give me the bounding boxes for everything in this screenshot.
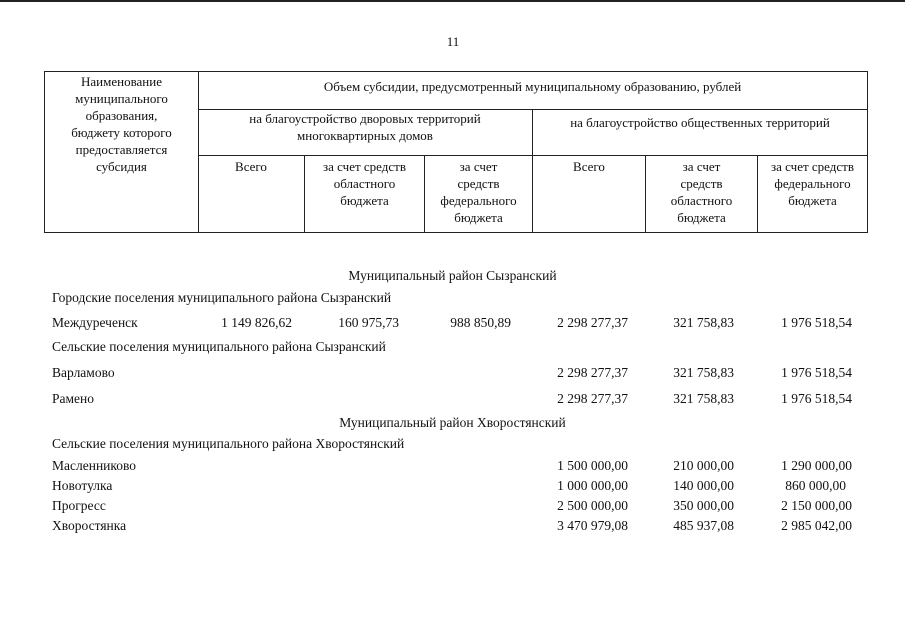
cell-regional-public: 485 937,08 <box>673 518 734 533</box>
cell-regional-public: 321 758,83 <box>673 365 734 380</box>
header-public-group: на благоустройство общественных территорий <box>570 115 830 130</box>
header-divider <box>198 155 867 156</box>
table-row <box>0 364 905 382</box>
cell-regional-public: 321 758,83 <box>673 391 734 406</box>
header-total-public: Всего <box>573 159 605 174</box>
row-name: Хворостянка <box>52 518 127 533</box>
cell-total-public: 1 500 000,00 <box>557 458 628 473</box>
group-syzran-rural: Сельские поселения муниципального района Сызранский <box>52 339 386 354</box>
cell-total-public: 2 500 000,00 <box>557 498 628 513</box>
cell-federal-public: 2 985 042,00 <box>781 518 852 533</box>
cell-federal-public: 1 976 518,54 <box>781 365 852 380</box>
table-row <box>0 497 905 515</box>
table-row <box>0 457 905 475</box>
table-header <box>44 71 868 233</box>
section-khvor-district: Муниципальный район Хворостянский <box>339 415 566 430</box>
cell-regional-public: 210 000,00 <box>673 458 734 473</box>
cell-federal-public: 1 290 000,00 <box>781 458 852 473</box>
header-regional-yard: за счет средств областного бюджета <box>323 159 406 208</box>
cell-regional-public: 350 000,00 <box>673 498 734 513</box>
group-khvor-rural: Сельские поселения муниципального района Хворостянский <box>52 436 405 451</box>
row-name: Междуреченск <box>52 315 138 330</box>
top-border-line <box>0 0 905 2</box>
row-name: Рамено <box>52 391 95 406</box>
cell-federal-public: 860 000,00 <box>785 478 846 493</box>
cell-regional-public: 321 758,83 <box>673 315 734 330</box>
header-name-column: Наименование муниципального образования, бюджету которого предоставляется субсидия <box>71 74 172 174</box>
table-row <box>0 517 905 535</box>
cell-total-yard: 1 149 826,62 <box>221 315 292 330</box>
table-row <box>0 314 905 332</box>
table-row <box>0 390 905 408</box>
row-name: Варламово <box>52 365 115 380</box>
cell-federal-yard: 988 850,89 <box>450 315 511 330</box>
header-yard-group: на благоустройство дворовых территорий многоквартирных домов <box>249 111 481 143</box>
header-divider <box>198 72 199 232</box>
header-total-yard: Всего <box>235 159 267 174</box>
cell-total-public: 1 000 000,00 <box>557 478 628 493</box>
header-federal-yard: за счет средств федерального бюджета <box>440 159 517 225</box>
cell-federal-public: 1 976 518,54 <box>781 391 852 406</box>
header-federal-public: за счет средств федерального бюджета <box>771 159 854 208</box>
cell-total-public: 2 298 277,37 <box>557 315 628 330</box>
page-number: 11 <box>446 34 460 49</box>
table-row <box>0 477 905 495</box>
row-name: Масленниково <box>52 458 137 473</box>
row-name: Прогресс <box>52 498 106 513</box>
cell-total-public: 2 298 277,37 <box>557 391 628 406</box>
header-volume-title: Объем субсидии, предусмотренный муниципальному образованию, рублей <box>323 79 742 94</box>
cell-federal-public: 2 150 000,00 <box>781 498 852 513</box>
cell-total-public: 2 298 277,37 <box>557 365 628 380</box>
cell-total-public: 3 470 979,08 <box>557 518 628 533</box>
group-syzran-urban: Городские поселения муниципального района Сызранский <box>52 290 392 305</box>
header-regional-public: за счет средств областного бюджета <box>670 159 733 225</box>
cell-federal-public: 1 976 518,54 <box>781 315 852 330</box>
cell-regional-public: 140 000,00 <box>673 478 734 493</box>
row-name: Новотулка <box>52 478 113 493</box>
cell-regional-yard: 160 975,73 <box>338 315 399 330</box>
section-syzran-district: Муниципальный район Сызранский <box>348 268 557 283</box>
